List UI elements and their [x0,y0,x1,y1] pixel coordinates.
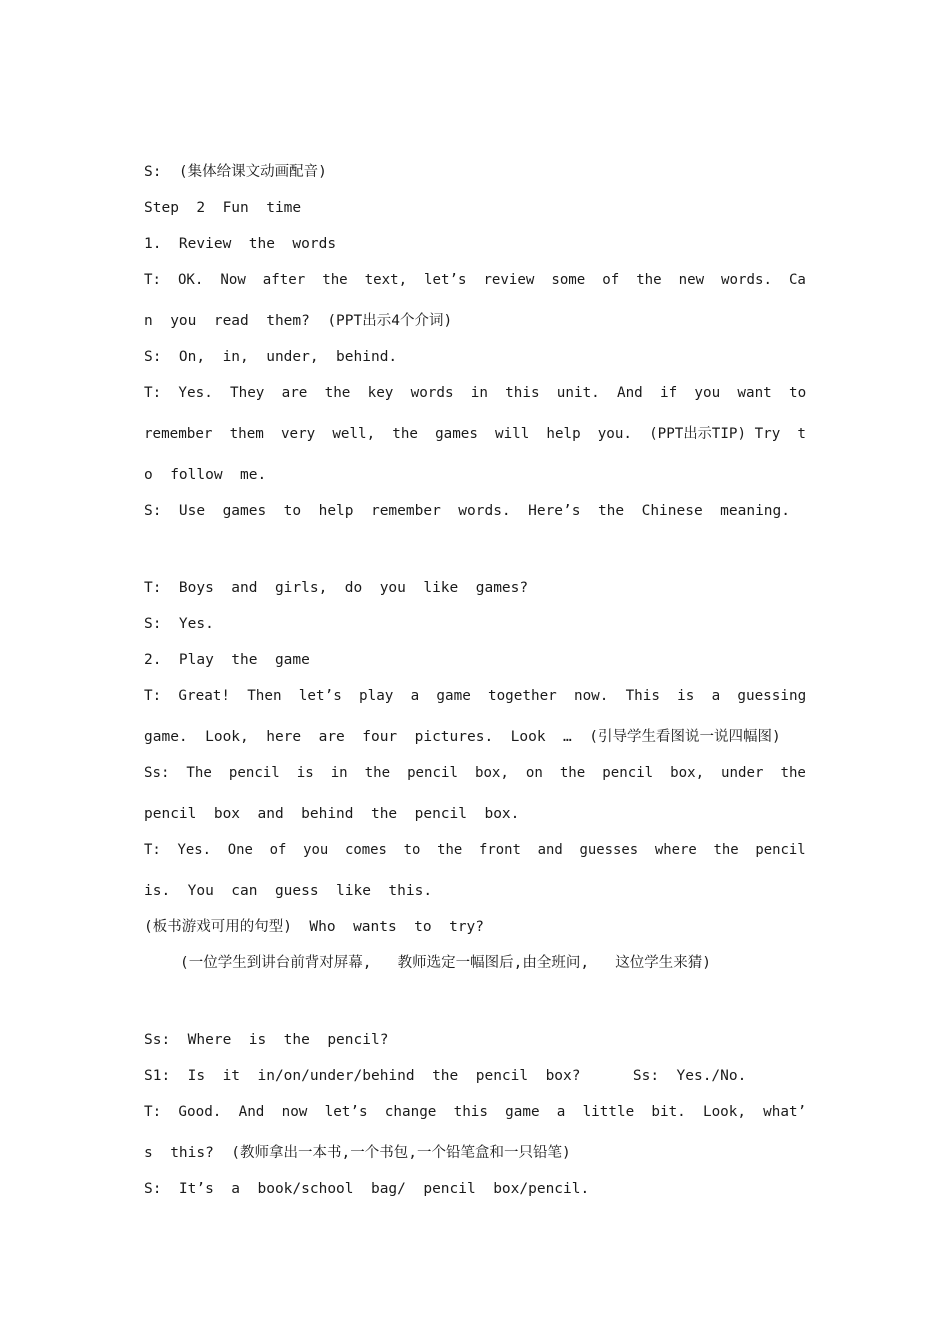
text-line: pencil box and behind the pencil box. [144,806,520,822]
text-line: game. Look, here are four pictures. Look … (引导学生看图说一说四幅图) [144,729,781,745]
text-line: (一位学生到讲台前背对屏幕, 教师选定一幅图后,由全班问, 这位学生来猜) [180,955,712,971]
text-line: S: Yes. [144,616,214,632]
text-line: S: (集体给课文动画配音) [144,164,327,180]
text-line: is. You can guess like this. [144,883,433,899]
text-line: remember them very well, the games will help you. (PPT出示TIP) Try t [144,426,806,442]
text-line: Ss: The pencil is in the pencil box, on the pencil box, under the [144,765,806,781]
text-line: S: It’s a book/school bag/ pencil box/pencil. [144,1181,590,1197]
text-line: S: On, in, under, behind. [144,349,398,365]
text-line: T: Boys and girls, do you like games? [144,580,529,596]
text-line: T: Good. And now let’s change this game a little bit. Look, what’ [144,1104,807,1120]
text-line: Ss: Where is the pencil? [144,1032,389,1048]
text-line: 2. Play the game [144,652,310,668]
text-line: n you read them? (PPT出示4个介词) [144,313,453,329]
text-line: S1: Is it in/on/under/behind the pencil box? Ss: Yes./No. [144,1068,747,1084]
text-line: T: Great! Then let’s play a game together now. This is a guessing [144,688,807,704]
text-line: T: OK. Now after the text, let’s review some of the new words. Ca [144,272,806,288]
text-line: 1. Review the words [144,236,337,252]
text-line: Step 2 Fun time [144,200,302,216]
text-line: T: Yes. They are the key words in this unit. And if you want to [144,385,807,401]
text-line: S: Use games to help remember words. Here’s the Chinese meaning. [144,503,791,519]
text-line: T: Yes. One of you comes to the front and guesses where the pencil [144,842,806,858]
text-line: o follow me. [144,467,267,483]
document-page [144,0,806,1344]
text-line: s this? (教师拿出一本书,一个书包,一个铅笔盒和一只铅笔) [144,1145,571,1161]
text-line: (板书游戏可用的句型) Who wants to try? [144,919,485,935]
